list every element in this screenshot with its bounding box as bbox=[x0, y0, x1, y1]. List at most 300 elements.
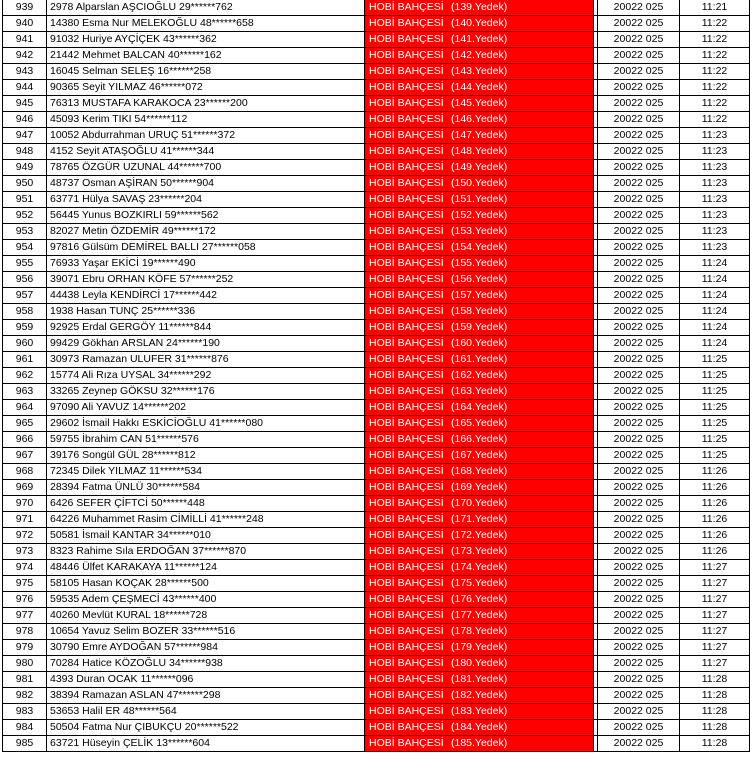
row-number: 964 bbox=[2, 400, 46, 415]
backup-rank: (159.Yedek) bbox=[451, 321, 508, 333]
backup-rank: (174.Yedek) bbox=[451, 561, 508, 573]
branch-cell bbox=[364, 528, 593, 543]
branch-cell bbox=[364, 272, 593, 287]
backup-rank: (150.Yedek) bbox=[451, 177, 508, 189]
time-cell: 11:27 bbox=[679, 624, 750, 639]
applicant-name: 40260 Mevlüt KURAL 18******728 bbox=[46, 608, 364, 623]
branch-cell bbox=[364, 160, 593, 175]
row-number: 955 bbox=[2, 256, 46, 271]
branch-cell bbox=[364, 592, 593, 607]
branch-name: HOBİ BAHÇESİ bbox=[369, 625, 444, 637]
branch-cell bbox=[364, 704, 593, 719]
course-code: 20022 025 bbox=[597, 208, 679, 223]
branch-cell bbox=[364, 368, 593, 383]
backup-rank: (152.Yedek) bbox=[451, 209, 508, 221]
time-cell: 11:24 bbox=[679, 336, 750, 351]
row-number: 940 bbox=[2, 16, 46, 31]
course-code: 20022 025 bbox=[597, 512, 679, 527]
time-cell: 11:26 bbox=[679, 512, 750, 527]
applicant-name: 1938 Hasan TUNÇ 25******336 bbox=[46, 304, 364, 319]
backup-rank: (141.Yedek) bbox=[451, 33, 508, 45]
row-number: 968 bbox=[2, 464, 46, 479]
course-code: 20022 025 bbox=[597, 640, 679, 655]
branch-name: HOBİ BAHÇESİ bbox=[369, 161, 444, 173]
table-row bbox=[2, 512, 750, 528]
branch-name: HOBİ BAHÇESİ bbox=[369, 209, 444, 221]
applicant-name: 59535 Adem ÇEŞMECİ 43******400 bbox=[46, 592, 364, 607]
time-cell: 11:25 bbox=[679, 432, 750, 447]
backup-rank: (170.Yedek) bbox=[451, 497, 508, 509]
branch-name: HOBİ BAHÇESİ bbox=[369, 385, 444, 397]
branch-cell bbox=[364, 288, 593, 303]
course-code: 20022 025 bbox=[597, 64, 679, 79]
branch-name: HOBİ BAHÇESİ bbox=[369, 561, 444, 573]
table-row bbox=[2, 240, 750, 256]
branch-cell bbox=[364, 416, 593, 431]
branch-name: HOBİ BAHÇESİ bbox=[369, 353, 444, 365]
applicant-name: 30973 Ramazan ULUFER 31******876 bbox=[46, 352, 364, 367]
branch-name: HOBİ BAHÇESİ bbox=[369, 305, 444, 317]
branch-cell bbox=[364, 544, 593, 559]
applicant-name: 99429 Gökhan ARSLAN 24******190 bbox=[46, 336, 364, 351]
course-code: 20022 025 bbox=[597, 160, 679, 175]
branch-cell bbox=[364, 256, 593, 271]
branch-cell bbox=[364, 192, 593, 207]
row-number: 973 bbox=[2, 544, 46, 559]
time-cell: 11:27 bbox=[679, 608, 750, 623]
time-cell: 11:28 bbox=[679, 688, 750, 703]
branch-cell bbox=[364, 176, 593, 191]
branch-name: HOBİ BAHÇESİ bbox=[369, 289, 444, 301]
branch-name: HOBİ BAHÇESİ bbox=[369, 593, 444, 605]
branch-cell bbox=[364, 608, 593, 623]
branch-name: HOBİ BAHÇESİ bbox=[369, 241, 444, 253]
applicant-name: 48446 Ülfet KARAKAYA 11******124 bbox=[46, 560, 364, 575]
time-cell: 11:23 bbox=[679, 240, 750, 255]
branch-name: HOBİ BAHÇESİ bbox=[369, 257, 444, 269]
row-number: 952 bbox=[2, 208, 46, 223]
time-cell: 11:23 bbox=[679, 208, 750, 223]
row-number: 980 bbox=[2, 656, 46, 671]
table-row bbox=[2, 304, 750, 320]
branch-name: HOBİ BAHÇESİ bbox=[369, 417, 444, 429]
branch-cell bbox=[364, 336, 593, 351]
applicant-name: 10654 Yavuz Selim BOZER 33******516 bbox=[46, 624, 364, 639]
branch-name: HOBİ BAHÇESİ bbox=[369, 577, 444, 589]
backup-rank: (171.Yedek) bbox=[451, 513, 508, 525]
row-number: 957 bbox=[2, 288, 46, 303]
applicant-name: 39176 Songül GÜL 28******812 bbox=[46, 448, 364, 463]
course-code: 20022 025 bbox=[597, 592, 679, 607]
backup-rank: (164.Yedek) bbox=[451, 401, 508, 413]
course-code: 20022 025 bbox=[597, 128, 679, 143]
table-row bbox=[2, 448, 750, 464]
course-code: 20022 025 bbox=[597, 176, 679, 191]
branch-name: HOBİ BAHÇESİ bbox=[369, 401, 444, 413]
course-code: 20022 025 bbox=[597, 80, 679, 95]
row-number: 974 bbox=[2, 560, 46, 575]
course-code: 20022 025 bbox=[597, 720, 679, 735]
backup-rank: (144.Yedek) bbox=[451, 81, 508, 93]
branch-name: HOBİ BAHÇESİ bbox=[369, 721, 444, 733]
applicant-name: 33265 Zeynep GÖKSU 32******176 bbox=[46, 384, 364, 399]
backup-rank: (169.Yedek) bbox=[451, 481, 508, 493]
time-cell: 11:24 bbox=[679, 288, 750, 303]
backup-rank: (151.Yedek) bbox=[451, 193, 508, 205]
branch-name: HOBİ BAHÇESİ bbox=[369, 337, 444, 349]
backup-rank: (140.Yedek) bbox=[451, 17, 508, 29]
row-number: 947 bbox=[2, 128, 46, 143]
time-cell: 11:27 bbox=[679, 576, 750, 591]
branch-cell bbox=[364, 656, 593, 671]
branch-cell bbox=[364, 0, 593, 15]
branch-name: HOBİ BAHÇESİ bbox=[369, 113, 444, 125]
branch-cell bbox=[364, 96, 593, 111]
table-row bbox=[2, 640, 750, 656]
table-row bbox=[2, 352, 750, 368]
backup-rank: (178.Yedek) bbox=[451, 625, 508, 637]
course-code: 20022 025 bbox=[597, 624, 679, 639]
time-cell: 11:22 bbox=[679, 32, 750, 47]
table-row bbox=[2, 320, 750, 336]
course-code: 20022 025 bbox=[597, 464, 679, 479]
table-row bbox=[2, 272, 750, 288]
applicant-name: 97816 Gülsüm DEMİREL BALLI 27******058 bbox=[46, 240, 364, 255]
branch-cell bbox=[364, 640, 593, 655]
course-code: 20022 025 bbox=[597, 112, 679, 127]
row-number: 975 bbox=[2, 576, 46, 591]
time-cell: 11:26 bbox=[679, 528, 750, 543]
table-row bbox=[2, 688, 750, 704]
time-cell: 11:27 bbox=[679, 560, 750, 575]
branch-name: HOBİ BAHÇESİ bbox=[369, 145, 444, 157]
table-row bbox=[2, 80, 750, 96]
table-row bbox=[2, 160, 750, 176]
branch-name: HOBİ BAHÇESİ bbox=[369, 657, 444, 669]
table-row bbox=[2, 0, 750, 16]
course-code: 20022 025 bbox=[597, 496, 679, 511]
row-number: 984 bbox=[2, 720, 46, 735]
course-code: 20022 025 bbox=[597, 576, 679, 591]
table-row bbox=[2, 128, 750, 144]
applicant-name: 76933 Yaşar EKİCİ 19******490 bbox=[46, 256, 364, 271]
branch-name: HOBİ BAHÇESİ bbox=[369, 1, 444, 13]
course-code: 20022 025 bbox=[597, 240, 679, 255]
applicant-name: 56445 Yunus BOZKIRLI 59******562 bbox=[46, 208, 364, 223]
time-cell: 11:24 bbox=[679, 304, 750, 319]
applicant-name: 63721 Hüseyin ÇELİK 13******604 bbox=[46, 736, 364, 751]
branch-name: HOBİ BAHÇESİ bbox=[369, 49, 444, 61]
backup-rank: (167.Yedek) bbox=[451, 449, 508, 461]
row-number: 953 bbox=[2, 224, 46, 239]
branch-cell bbox=[364, 384, 593, 399]
backup-rank: (165.Yedek) bbox=[451, 417, 508, 429]
backup-rank: (147.Yedek) bbox=[451, 129, 508, 141]
applicant-name: 63771 Hülya SAVAŞ 23******204 bbox=[46, 192, 364, 207]
branch-cell bbox=[364, 496, 593, 511]
time-cell: 11:23 bbox=[679, 144, 750, 159]
table-row bbox=[2, 192, 750, 208]
branch-cell bbox=[364, 432, 593, 447]
table-row bbox=[2, 672, 750, 688]
table-row bbox=[2, 544, 750, 560]
applicant-name: 14380 Esma Nur MELEKOĞLU 48******658 bbox=[46, 16, 364, 31]
course-code: 20022 025 bbox=[597, 736, 679, 751]
course-code: 20022 025 bbox=[597, 688, 679, 703]
applicant-name: 64226 Muhammet Rasim CİMİLLİ 41******248 bbox=[46, 512, 364, 527]
applicant-name: 4393 Duran OCAK 11******096 bbox=[46, 672, 364, 687]
course-code: 20022 025 bbox=[597, 96, 679, 111]
row-number: 958 bbox=[2, 304, 46, 319]
row-number: 949 bbox=[2, 160, 46, 175]
row-number: 978 bbox=[2, 624, 46, 639]
branch-cell bbox=[364, 80, 593, 95]
branch-name: HOBİ BAHÇESİ bbox=[369, 609, 444, 621]
course-code: 20022 025 bbox=[597, 672, 679, 687]
table-row bbox=[2, 704, 750, 720]
applicant-name: 30790 Emre AYDOĞAN 57******984 bbox=[46, 640, 364, 655]
backup-rank: (157.Yedek) bbox=[451, 289, 508, 301]
branch-name: HOBİ BAHÇESİ bbox=[369, 81, 444, 93]
row-number: 941 bbox=[2, 32, 46, 47]
applicant-name: 78765 ÖZGÜR UZUNAL 44******700 bbox=[46, 160, 364, 175]
course-code: 20022 025 bbox=[597, 304, 679, 319]
course-code: 20022 025 bbox=[597, 384, 679, 399]
time-cell: 11:25 bbox=[679, 448, 750, 463]
time-cell: 11:23 bbox=[679, 128, 750, 143]
applicant-name: 28394 Fatma ÜNLÜ 30******584 bbox=[46, 480, 364, 495]
backup-rank: (180.Yedek) bbox=[451, 657, 508, 669]
branch-name: HOBİ BAHÇESİ bbox=[369, 177, 444, 189]
branch-cell bbox=[364, 448, 593, 463]
applicant-name: 72345 Dilek YILMAZ 11******534 bbox=[46, 464, 364, 479]
course-code: 20022 025 bbox=[597, 480, 679, 495]
branch-cell bbox=[364, 672, 593, 687]
applicant-name: 4152 Seyit ATAŞOĞLU 41******344 bbox=[46, 144, 364, 159]
table-row bbox=[2, 416, 750, 432]
branch-cell bbox=[364, 352, 593, 367]
table-row bbox=[2, 560, 750, 576]
time-cell: 11:22 bbox=[679, 16, 750, 31]
branch-name: HOBİ BAHÇESİ bbox=[369, 273, 444, 285]
branch-cell bbox=[364, 224, 593, 239]
branch-cell bbox=[364, 624, 593, 639]
table-row bbox=[2, 208, 750, 224]
row-number: 967 bbox=[2, 448, 46, 463]
backup-rank: (146.Yedek) bbox=[451, 113, 508, 125]
time-cell: 11:23 bbox=[679, 160, 750, 175]
table-row bbox=[2, 400, 750, 416]
time-cell: 11:25 bbox=[679, 352, 750, 367]
time-cell: 11:22 bbox=[679, 112, 750, 127]
backup-rank: (143.Yedek) bbox=[451, 65, 508, 77]
row-number: 950 bbox=[2, 176, 46, 191]
branch-name: HOBİ BAHÇESİ bbox=[369, 689, 444, 701]
applicant-name: 45093 Kerim TIKI 54******112 bbox=[46, 112, 364, 127]
course-code: 20022 025 bbox=[597, 144, 679, 159]
applicant-name: 15774 Ali Rıza UYSAL 34******292 bbox=[46, 368, 364, 383]
backup-rank: (156.Yedek) bbox=[451, 273, 508, 285]
time-cell: 11:22 bbox=[679, 80, 750, 95]
course-code: 20022 025 bbox=[597, 560, 679, 575]
branch-cell bbox=[364, 560, 593, 575]
row-number: 943 bbox=[2, 64, 46, 79]
time-cell: 11:23 bbox=[679, 176, 750, 191]
applicant-name: 39071 Ebru ORHAN KÖFE 57******252 bbox=[46, 272, 364, 287]
row-number: 946 bbox=[2, 112, 46, 127]
row-number: 948 bbox=[2, 144, 46, 159]
time-cell: 11:22 bbox=[679, 48, 750, 63]
time-cell: 11:26 bbox=[679, 464, 750, 479]
time-cell: 11:27 bbox=[679, 592, 750, 607]
applicant-name: 21442 Mehmet BALCAN 40******162 bbox=[46, 48, 364, 63]
branch-name: HOBİ BAHÇESİ bbox=[369, 433, 444, 445]
backup-rank: (179.Yedek) bbox=[451, 641, 508, 653]
backup-rank: (175.Yedek) bbox=[451, 577, 508, 589]
table-row bbox=[2, 144, 750, 160]
branch-name: HOBİ BAHÇESİ bbox=[369, 705, 444, 717]
course-code: 20022 025 bbox=[597, 0, 679, 15]
applicant-name: 10052 Abdurrahman URUÇ 51******372 bbox=[46, 128, 364, 143]
backup-rank: (173.Yedek) bbox=[451, 545, 508, 557]
table-row bbox=[2, 464, 750, 480]
backup-rank: (139.Yedek) bbox=[451, 1, 508, 13]
row-number: 985 bbox=[2, 736, 46, 751]
branch-cell bbox=[364, 48, 593, 63]
table-row bbox=[2, 624, 750, 640]
table-row bbox=[2, 384, 750, 400]
branch-name: HOBİ BAHÇESİ bbox=[369, 513, 444, 525]
row-number: 956 bbox=[2, 272, 46, 287]
backup-rank: (172.Yedek) bbox=[451, 529, 508, 541]
time-cell: 11:22 bbox=[679, 96, 750, 111]
row-number: 982 bbox=[2, 688, 46, 703]
applicant-name: 97090 Ali YAVUZ 14******202 bbox=[46, 400, 364, 415]
table-row bbox=[2, 336, 750, 352]
branch-name: HOBİ BAHÇESİ bbox=[369, 225, 444, 237]
backup-rank: (145.Yedek) bbox=[451, 97, 508, 109]
backup-rank: (148.Yedek) bbox=[451, 145, 508, 157]
course-code: 20022 025 bbox=[597, 608, 679, 623]
table-row bbox=[2, 736, 750, 752]
branch-cell bbox=[364, 720, 593, 735]
results-table bbox=[2, 0, 750, 752]
row-number: 939 bbox=[2, 0, 46, 15]
branch-name: HOBİ BAHÇESİ bbox=[369, 465, 444, 477]
time-cell: 11:28 bbox=[679, 704, 750, 719]
branch-name: HOBİ BAHÇESİ bbox=[369, 193, 444, 205]
branch-cell bbox=[364, 112, 593, 127]
table-row bbox=[2, 432, 750, 448]
branch-name: HOBİ BAHÇESİ bbox=[369, 369, 444, 381]
row-number: 977 bbox=[2, 608, 46, 623]
time-cell: 11:26 bbox=[679, 496, 750, 511]
applicant-name: 58105 Hasan KOÇAK 28******500 bbox=[46, 576, 364, 591]
branch-name: HOBİ BAHÇESİ bbox=[369, 737, 444, 749]
backup-rank: (184.Yedek) bbox=[451, 721, 508, 733]
time-cell: 11:26 bbox=[679, 544, 750, 559]
backup-rank: (181.Yedek) bbox=[451, 673, 508, 685]
row-number: 945 bbox=[2, 96, 46, 111]
table-row bbox=[2, 720, 750, 736]
branch-name: HOBİ BAHÇESİ bbox=[369, 529, 444, 541]
branch-name: HOBİ BAHÇESİ bbox=[369, 65, 444, 77]
course-code: 20022 025 bbox=[597, 192, 679, 207]
branch-name: HOBİ BAHÇESİ bbox=[369, 321, 444, 333]
course-code: 20022 025 bbox=[597, 416, 679, 431]
table-row bbox=[2, 368, 750, 384]
row-number: 966 bbox=[2, 432, 46, 447]
branch-cell bbox=[364, 16, 593, 31]
branch-name: HOBİ BAHÇESİ bbox=[369, 97, 444, 109]
applicant-name: 70284 Hatice KÖZOĞLU 34******938 bbox=[46, 656, 364, 671]
time-cell: 11:25 bbox=[679, 400, 750, 415]
course-code: 20022 025 bbox=[597, 528, 679, 543]
applicant-name: 44438 Leyla KENDİRCİ 17******442 bbox=[46, 288, 364, 303]
row-number: 983 bbox=[2, 704, 46, 719]
table-row bbox=[2, 256, 750, 272]
backup-rank: (185.Yedek) bbox=[451, 737, 508, 749]
branch-cell bbox=[364, 320, 593, 335]
applicant-name: 50581 İsmail KANTAR 34******010 bbox=[46, 528, 364, 543]
time-cell: 11:26 bbox=[679, 480, 750, 495]
row-number: 961 bbox=[2, 352, 46, 367]
backup-rank: (142.Yedek) bbox=[451, 49, 508, 61]
backup-rank: (153.Yedek) bbox=[451, 225, 508, 237]
backup-rank: (158.Yedek) bbox=[451, 305, 508, 317]
branch-cell bbox=[364, 128, 593, 143]
table-row bbox=[2, 112, 750, 128]
row-number: 971 bbox=[2, 512, 46, 527]
applicant-name: 16045 Selman SELEŞ 16******258 bbox=[46, 64, 364, 79]
time-cell: 11:24 bbox=[679, 320, 750, 335]
branch-cell bbox=[364, 480, 593, 495]
applicant-name: 50504 Fatma Nur ÇIBUKÇU 20******522 bbox=[46, 720, 364, 735]
time-cell: 11:28 bbox=[679, 720, 750, 735]
time-cell: 11:25 bbox=[679, 384, 750, 399]
applicant-name: 29602 İsmail Hakkı ESKİCİOĞLU 41******080 bbox=[46, 416, 364, 431]
course-code: 20022 025 bbox=[597, 400, 679, 415]
table-row bbox=[2, 96, 750, 112]
course-code: 20022 025 bbox=[597, 256, 679, 271]
branch-name: HOBİ BAHÇESİ bbox=[369, 673, 444, 685]
branch-name: HOBİ BAHÇESİ bbox=[369, 129, 444, 141]
row-number: 942 bbox=[2, 48, 46, 63]
branch-name: HOBİ BAHÇESİ bbox=[369, 641, 444, 653]
branch-cell bbox=[364, 400, 593, 415]
applicant-name: 53653 Halil ER 48******564 bbox=[46, 704, 364, 719]
backup-rank: (183.Yedek) bbox=[451, 705, 508, 717]
branch-name: HOBİ BAHÇESİ bbox=[369, 481, 444, 493]
backup-rank: (166.Yedek) bbox=[451, 433, 508, 445]
backup-rank: (177.Yedek) bbox=[451, 609, 508, 621]
table-row bbox=[2, 528, 750, 544]
branch-cell bbox=[364, 512, 593, 527]
row-number: 962 bbox=[2, 368, 46, 383]
course-code: 20022 025 bbox=[597, 448, 679, 463]
applicant-name: 92925 Erdal GERGÖY 11******844 bbox=[46, 320, 364, 335]
table-row bbox=[2, 288, 750, 304]
row-number: 979 bbox=[2, 640, 46, 655]
table-row bbox=[2, 176, 750, 192]
course-code: 20022 025 bbox=[597, 656, 679, 671]
backup-rank: (176.Yedek) bbox=[451, 593, 508, 605]
branch-name: HOBİ BAHÇESİ bbox=[369, 497, 444, 509]
time-cell: 11:23 bbox=[679, 192, 750, 207]
time-cell: 11:27 bbox=[679, 656, 750, 671]
backup-rank: (161.Yedek) bbox=[451, 353, 508, 365]
applicant-name: 38394 Ramazan ASLAN 47******298 bbox=[46, 688, 364, 703]
